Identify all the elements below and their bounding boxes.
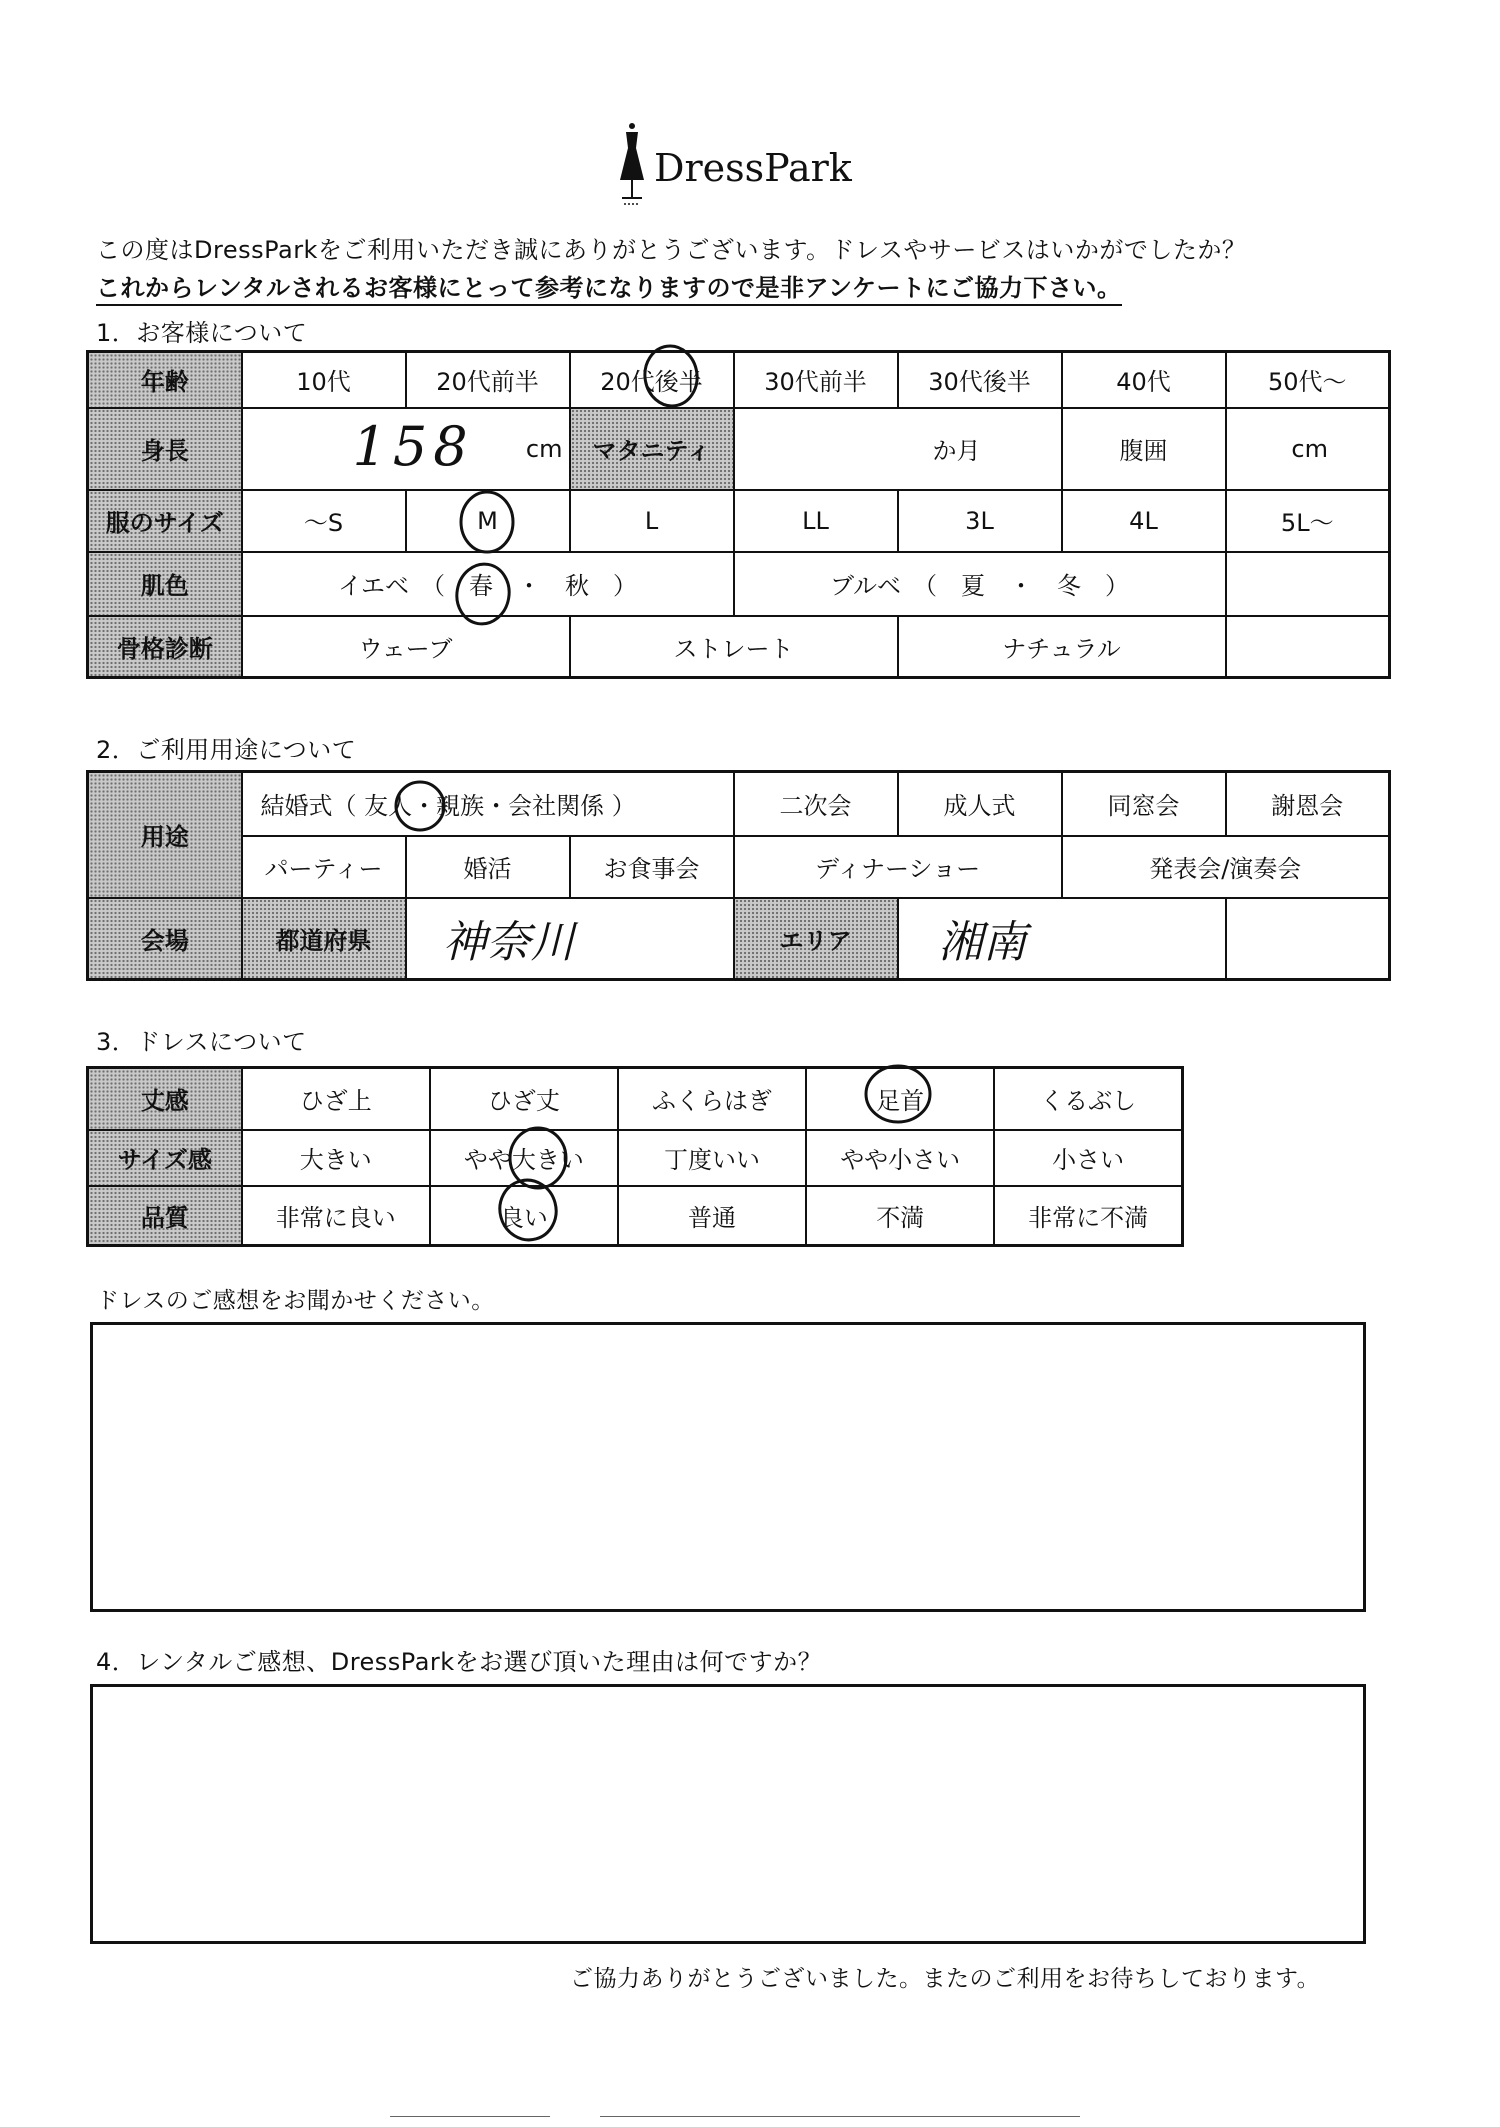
- impression-prompt: ドレスのご感想をお聞かせください。: [96, 1288, 495, 1314]
- skin-label: 肌色: [88, 552, 242, 616]
- age-option-50s-plus[interactable]: 50代～: [1226, 352, 1390, 408]
- reason-textbox[interactable]: [90, 1684, 1366, 1944]
- length-knee[interactable]: ひざ丈: [430, 1068, 618, 1130]
- customer-table: [86, 350, 1391, 679]
- size-option-s[interactable]: ～S: [242, 490, 406, 552]
- prefecture-value: 神奈川: [442, 917, 575, 969]
- height-field[interactable]: [242, 408, 570, 490]
- quality-label: 品質: [88, 1186, 242, 1246]
- brand-name: DressPark: [654, 146, 852, 190]
- intro-line: この度はDressParkをご利用いただき誠にありがとうございます。ドレスやサービスはいかがでしたか？: [96, 236, 1247, 264]
- section1-title: 1．お客様について: [96, 319, 308, 347]
- waist-label: 腹囲: [1062, 408, 1226, 490]
- age-option-10s[interactable]: 10代: [242, 352, 406, 408]
- size-option-3l[interactable]: 3L: [898, 490, 1062, 552]
- fit-just-right[interactable]: 丁度いい: [618, 1130, 806, 1186]
- length-label: 丈感: [88, 1068, 242, 1130]
- fit-small[interactable]: 小さい: [994, 1130, 1182, 1186]
- brand-logo: [614, 118, 852, 208]
- venue-label: 会場: [88, 898, 242, 980]
- size-label: 服のサイズ: [88, 490, 242, 552]
- maternity-unit: か月: [932, 437, 981, 465]
- impression-textbox[interactable]: [90, 1322, 1366, 1612]
- size-option-5l[interactable]: 5L～: [1226, 490, 1390, 552]
- purpose-dinner[interactable]: お食事会: [570, 836, 734, 898]
- age-option-40s[interactable]: 40代: [1062, 352, 1226, 408]
- area-label: エリア: [734, 898, 898, 980]
- purpose-after-party[interactable]: 二次会: [734, 772, 898, 836]
- size-option-m[interactable]: M: [406, 490, 570, 552]
- length-calf[interactable]: ふくらはぎ: [618, 1068, 806, 1130]
- waist-unit: cm: [1291, 434, 1328, 463]
- purpose-konkatsu[interactable]: 婚活: [406, 836, 570, 898]
- prefecture-field[interactable]: [406, 898, 734, 980]
- length-above-knee[interactable]: ひざ上: [242, 1068, 430, 1130]
- section4-title: 4．レンタルご感想、DressParkをお選び頂いた理由は何ですか？: [96, 1648, 823, 1676]
- skeleton-option-straight[interactable]: ストレート: [570, 616, 898, 678]
- purpose-thank-you-party[interactable]: 謝恩会: [1226, 772, 1390, 836]
- age-option-early-30s[interactable]: 30代前半: [734, 352, 898, 408]
- purpose-party[interactable]: パーティー: [242, 836, 406, 898]
- quality-very-good[interactable]: 非常に良い: [242, 1186, 430, 1246]
- section2-title: 2．ご利用用途について: [96, 736, 357, 764]
- scan-line: [600, 2116, 1080, 2117]
- maternity-label: マタニティ: [570, 408, 734, 490]
- area-value: 湘南: [938, 917, 1027, 969]
- age-option-late-20s[interactable]: 20代後半: [570, 352, 734, 408]
- purpose-wedding[interactable]: 結婚式（ 友人・親族・会社関係 ）: [242, 772, 734, 836]
- age-option-late-30s[interactable]: 30代後半: [898, 352, 1062, 408]
- age-option-early-20s[interactable]: 20代前半: [406, 352, 570, 408]
- quality-unsatisfied[interactable]: 不満: [806, 1186, 994, 1246]
- purpose-reunion[interactable]: 同窓会: [1062, 772, 1226, 836]
- intro-request: これからレンタルされるお客様にとって参考になりますので是非アンケートにご協力下さい。: [96, 268, 1122, 306]
- size-option-4l[interactable]: 4L: [1062, 490, 1226, 552]
- waist-field[interactable]: [1226, 408, 1390, 490]
- scan-line: [390, 2116, 550, 2117]
- fit-large[interactable]: 大きい: [242, 1130, 430, 1186]
- purpose-recital[interactable]: 発表会/演奏会: [1062, 836, 1390, 898]
- purpose-table: [86, 770, 1391, 981]
- dress-icon: [614, 118, 650, 208]
- height-unit: cm: [525, 434, 563, 463]
- blank-cell: [1226, 898, 1390, 980]
- dress-table: [86, 1066, 1184, 1247]
- prefecture-label: 都道府県: [242, 898, 406, 980]
- purpose-dinner-show[interactable]: ディナーショー: [734, 836, 1062, 898]
- skin-yellow-base[interactable]: イエベ （ 春 ・ 秋 ）: [242, 552, 734, 616]
- height-label: 身長: [88, 408, 242, 490]
- length-ankle[interactable]: 足首: [806, 1068, 994, 1130]
- length-anklebone[interactable]: くるぶし: [994, 1068, 1182, 1130]
- maternity-months-field[interactable]: [734, 408, 1062, 490]
- skeleton-label: 骨格診断: [88, 616, 242, 678]
- size-option-l[interactable]: L: [570, 490, 734, 552]
- size-option-ll[interactable]: LL: [734, 490, 898, 552]
- area-field[interactable]: [898, 898, 1226, 980]
- purpose-coming-of-age[interactable]: 成人式: [898, 772, 1062, 836]
- quality-very-unsatisfied[interactable]: 非常に不満: [994, 1186, 1182, 1246]
- purpose-label: 用途: [88, 772, 242, 898]
- age-label: 年齢: [88, 352, 242, 408]
- blank-cell: [1226, 616, 1390, 678]
- fit-slightly-large[interactable]: やや大きい: [430, 1130, 618, 1186]
- closing-message: ご協力ありがとうございました。またのご利用をお待ちしております。: [570, 1966, 1321, 1992]
- skeleton-option-wave[interactable]: ウェーブ: [242, 616, 570, 678]
- fit-slightly-small[interactable]: やや小さい: [806, 1130, 994, 1186]
- fit-label: サイズ感: [88, 1130, 242, 1186]
- section3-title: 3．ドレスについて: [96, 1028, 307, 1056]
- quality-average[interactable]: 普通: [618, 1186, 806, 1246]
- skin-blue-base[interactable]: ブルベ （ 夏 ・ 冬 ）: [734, 552, 1226, 616]
- height-value: 158: [352, 414, 474, 478]
- quality-good[interactable]: 良い: [430, 1186, 618, 1246]
- skeleton-option-natural[interactable]: ナチュラル: [898, 616, 1226, 678]
- blank-cell: [1226, 552, 1390, 616]
